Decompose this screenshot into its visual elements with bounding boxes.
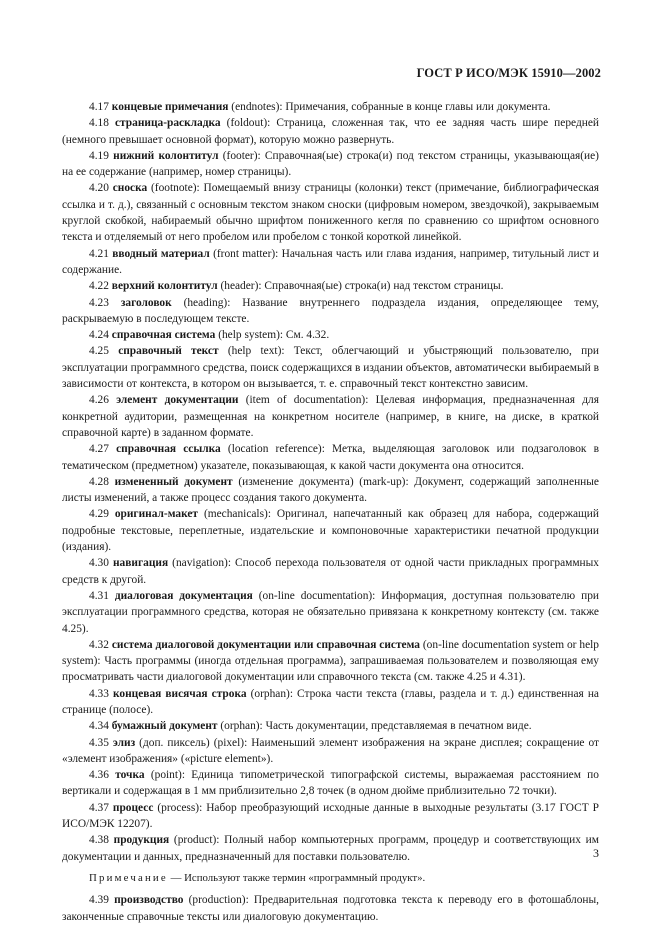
entry-term: диалоговая документация: [114, 589, 253, 602]
entry-4-21: [62, 246, 599, 279]
entry-number: 4.19: [89, 149, 109, 162]
entry-number: 4.20: [89, 182, 109, 195]
entry-definition: (доп. пиксель) (pixel): Наименьший элемент изображения на экране дисплея; сокращение от «элемент изображения» («picture element»).: [62, 736, 599, 765]
entry-term: справочная система: [111, 329, 216, 342]
entry-4-35: [62, 735, 599, 768]
entry-4-27: [62, 441, 599, 474]
entry-4-36: [62, 767, 599, 800]
entry-number: 4.35: [89, 736, 109, 749]
entry-term: продукция: [113, 834, 170, 847]
note: [62, 870, 599, 886]
entry-4-39: [62, 892, 599, 925]
entry-definition: (header): Справочная(ые) строка(и) над текстом страницы.: [220, 280, 504, 293]
entry-4-28: [62, 474, 599, 507]
entry-definition: (orphan): Строка части текста (главы, раздела и т. д.) единственная на странице (полосе).: [62, 687, 599, 716]
entry-term: бумажный документ: [111, 720, 218, 733]
entry-definition: (foldout): Страница, сложенная так, что ее задняя часть шире передней (немного превышает основной формат), которую можно развернуть.: [62, 117, 599, 146]
entry-4-26: [62, 392, 599, 441]
entry-number: 4.17: [89, 101, 109, 113]
entry-definition: (on-line documentation system or help system): Часть программы (иногда отдельная программа), запрашиваемая пользователем и позволяющая ему просматривать части диалоговой документации или справочного текста (см. также 4.25 и 4.31).: [62, 638, 599, 684]
entry-definition: (изменение документа) (mark-up): Документ, содержащий заполненные листы изменений, а также процесс создания такого документа.: [62, 475, 599, 505]
entry-4-34: [62, 718, 599, 734]
entry-definition: (endnotes): Примечания, собранные в конце главы или документа.: [231, 101, 551, 113]
entry-number: 4.23: [89, 296, 109, 309]
entry-definition: (mechanicals): Оригинал, напечатанный как образец для набора, содержащий подробные текстовые, переплетные, издательские и компоновочные характеристики печатной продукции (издания).: [62, 508, 599, 554]
entry-definition: (help text): Текст, облегчающий и убыстряющий пользователю, при эксплуатации программного средства, поиск содержащихся в издании объектов, автоматически выбираемый в зависимости от контекста, в котором он вызывается, т. е. справочный текст контекстно зависим.: [62, 345, 599, 391]
entry-number: 4.28: [89, 475, 109, 488]
entry-definition: (front matter): Начальная часть или глава издания, например, титульный лист и содержание.: [62, 247, 599, 276]
entry-number: 4.36: [89, 769, 109, 782]
entry-4-18: [62, 115, 599, 148]
entry-number: 4.32: [89, 638, 109, 651]
document-body: [62, 99, 599, 925]
entry-definition: (location reference): Метка, выделяющая заголовок или подзаголовок в тематическом (предметном) указателе, показывающая, к какой части документа она относится.: [62, 443, 599, 472]
entry-term: концевые примечания: [111, 101, 229, 113]
entry-4-22: [62, 278, 599, 294]
entry-number: 4.21: [89, 247, 109, 260]
entry-number: 4.38: [89, 834, 109, 847]
page-number: 3: [593, 846, 599, 860]
entry-4-31: [62, 588, 599, 637]
entry-number: 4.18: [89, 117, 109, 130]
entry-term: навигация: [112, 557, 169, 570]
entry-term: страница-раскладка: [115, 117, 221, 130]
entry-term: верхний колонтитул: [111, 280, 218, 293]
entry-definition: (production): Предварительная подготовка текста к переводу его в фотошаблоны, законченные справочные тексты или диалоговую документацию.: [62, 894, 599, 923]
entry-number: 4.25: [89, 345, 109, 358]
entry-4-30: [62, 555, 599, 588]
entry-definition: (footnote): Помещаемый внизу страницы (колонки) текст (примечание, библиографическая ссылка и т. д.), связанный с основным текстом знаком сноски (цифровым номером, звездочкой), закрываемым круглой скобкой, набираемый обычно шрифтом пониженного кегля по сравнению со шрифтом основного текста и отделяемый от него пробелом или пробелом с тонкой короткой линейкой.: [62, 182, 599, 244]
entry-term: справочный текст: [118, 345, 219, 358]
entry-4-24: [62, 327, 599, 343]
entry-definition: (product): Полный набор компьютерных программ, процедур и соответствующих им документации и данных, предназначенный для поставки пользователю.: [62, 834, 599, 863]
entry-term: оригинал-макет: [114, 508, 199, 521]
entry-definition: (navigation): Способ перехода пользователя от одной части прикладных программных средств к другой.: [62, 557, 599, 586]
entry-term: заголовок: [120, 296, 172, 309]
entry-number: 4.22: [89, 280, 109, 293]
entry-term: производство: [114, 894, 184, 907]
entry-term: элиз: [112, 736, 136, 749]
entry-4-33: [62, 686, 599, 719]
entry-4-20: [62, 180, 599, 245]
entry-definition: (heading): Название внутреннего подраздела издания, определяющее тему, раскрываемую в последующем тексте.: [62, 296, 599, 325]
entry-definition: (help system): См. 4.32.: [218, 329, 330, 342]
entry-4-25: [62, 343, 599, 392]
page-header: ГОСТ Р ИСО/МЭК 15910—2002: [416, 66, 601, 80]
entry-4-37: [62, 800, 599, 833]
entry-number: 4.39: [89, 894, 109, 907]
entry-number: 4.37: [89, 801, 109, 814]
entry-number: 4.31: [89, 589, 109, 602]
entry-number: 4.34: [89, 720, 109, 733]
entry-term: элемент документации: [116, 394, 239, 407]
entry-number: 4.29: [89, 508, 109, 521]
entry-term: концевая висячая строка: [113, 687, 247, 700]
entry-number: 4.26: [89, 394, 109, 407]
entry-term: нижний колонтитул: [113, 149, 219, 162]
entry-4-17: [62, 99, 599, 115]
entry-number: 4.24: [89, 329, 109, 342]
entry-4-38: [62, 832, 599, 865]
note-label: Примечание: [89, 871, 168, 884]
entry-definition: (point): Единица типометрической типографской системы, выражаемая расстоянием по вертикали и содержащая в 1 мм приблизительно 2,8 точек (в одном дюйме приблизительно 72 точки).: [62, 769, 599, 798]
entry-term: процесс: [112, 801, 154, 814]
entry-number: 4.27: [89, 443, 109, 456]
entry-number: 4.30: [89, 557, 109, 570]
entry-definition: (on-line documentation): Информация, доступная пользователю при эксплуатации программного средства, которая не обязательно привязана к конкретному контексту (см. также 4.25).: [62, 589, 599, 635]
entry-term: сноска: [112, 182, 148, 195]
entry-term: справочная ссылка: [116, 443, 221, 456]
entry-definition: (item of documentation): Целевая информация, предназначенная для конкретной аудитории, размещенная на конкретном носителе (например, в книге, на диске, в краткой справочной карте) в заданном формате.: [62, 394, 599, 439]
entry-4-32: [62, 637, 599, 686]
entry-4-19: [62, 148, 599, 181]
entry-definition: (orphan): Часть документации, представляемая в печатном виде.: [220, 720, 532, 733]
entry-4-23: [62, 295, 599, 328]
entry-number: 4.33: [89, 687, 109, 700]
entry-term: точка: [115, 769, 145, 782]
entry-term: система диалоговой документации или справочная система: [111, 638, 420, 651]
entry-term: измененный документ: [114, 475, 233, 488]
entry-term: вводный материал: [112, 247, 210, 260]
note-text: — Используют также термин «программный продукт».: [170, 871, 426, 884]
entry-definition: (footer): Справочная(ые) строка(и) под текстом страницы, указывающая(ие) на ее содержание (например, номер страницы).: [62, 149, 599, 179]
entry-4-29: [62, 506, 599, 555]
entry-definition: (process): Набор преобразующий исходные данные в выходные результаты (3.17 ГОСТ Р ИСО/МЭК 12207).: [62, 801, 599, 831]
